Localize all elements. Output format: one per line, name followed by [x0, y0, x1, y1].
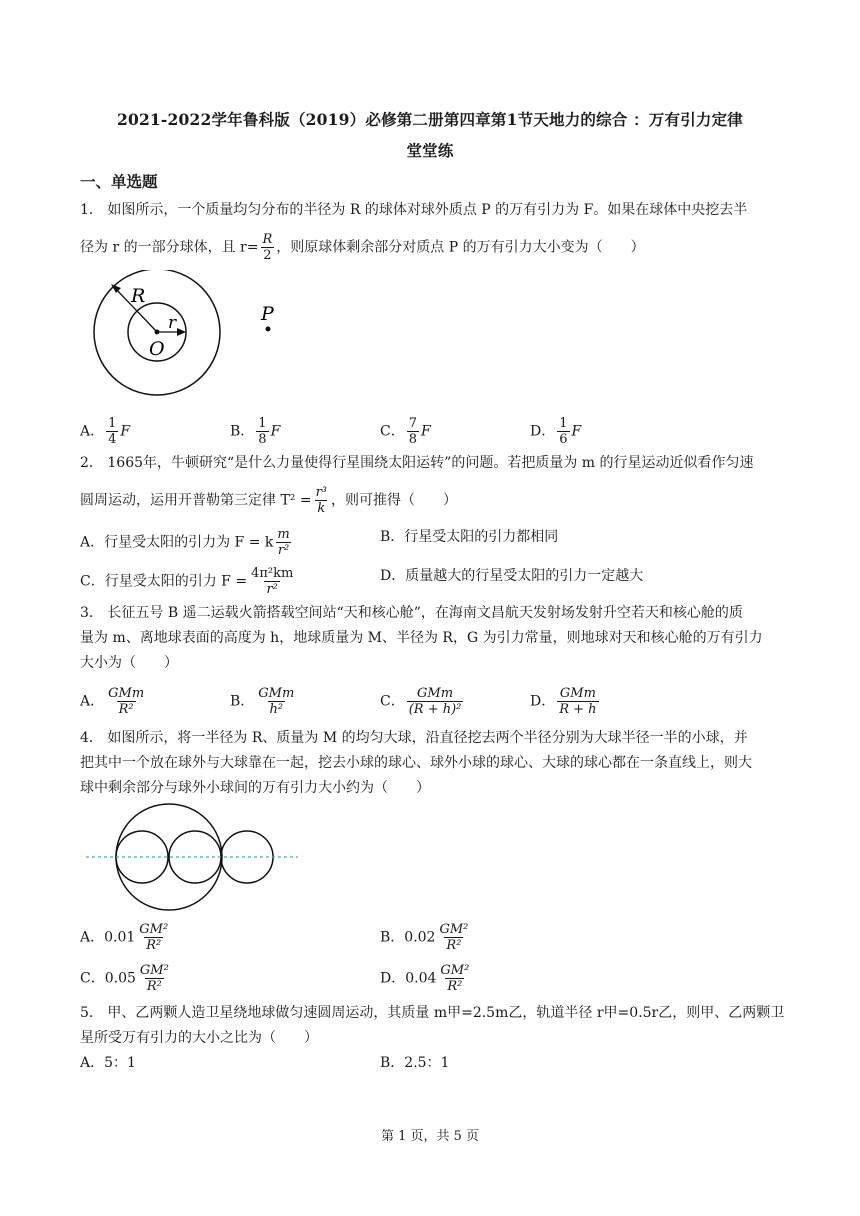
- question-2-line1: [80, 453, 780, 473]
- question-3-line3: 大小为（ ）: [80, 655, 178, 671]
- page-footer: 第 1 页，共 5 页: [380, 1129, 480, 1144]
- document-title-line2: 堂堂练: [406, 141, 454, 160]
- question-2-option-c[interactable]: C．行星受太阳的引力 F = $\frac{\text{4π²km}}{\text{r²}}$: [80, 566, 294, 597]
- question-2-option-d[interactable]: D．质量越大的行星受太阳的引力一定越大: [380, 568, 644, 584]
- radius-R-arrow: [111, 284, 121, 293]
- question-1-text-line2a: 径为 r 的一部分球体，且 r=: [80, 239, 259, 256]
- question-2-text-line1: 1665年，牛顿研究“是什么力量使得行星围绕太阳运转”的问题。若把质量为 m 的行星运动近似看作匀速: [107, 455, 754, 471]
- question-1-text-line1: 如图所示，一个质量均匀分布的半径为 R 的球体对球外质点 P 的万有引力为 F。如果在球体中央挖去半: [107, 202, 748, 218]
- question-2-option-a[interactable]: A．行星受太阳的引力为 F = k $\frac{m}{\text{r²}}$: [80, 527, 290, 558]
- section-heading: 一、单选题: [80, 173, 158, 191]
- question-1-figure: [85, 270, 305, 410]
- question-1-option-d[interactable]: D． $\frac{1}{6}$ F: [530, 416, 582, 447]
- label-r: r: [168, 313, 177, 333]
- question-5-option-b[interactable]: B．2.5：1: [380, 1055, 450, 1071]
- question-4-figure: [80, 800, 310, 915]
- question-2-option-b[interactable]: B．行星受太阳的引力都相同: [380, 529, 559, 545]
- question-2-line2: 圆周运动，运用开普勒第三定律 T² = $\frac{\text{r³}}{k}$ ，则可推得（ ）: [80, 485, 458, 516]
- label-R: R: [131, 285, 146, 307]
- question-1-line2: [80, 232, 780, 263]
- question-1-text-line2b: ，则原球体剩余部分对质点 P 的万有引力大小变为（ ）: [276, 239, 645, 256]
- question-4-line2: 把其中一个放在球外与大球靠在一起，挖去小球的球心、球外小球的球心、大球的球心都在一条直线上，则大: [80, 755, 752, 771]
- question-5-line2: 星所受万有引力的大小之比为（ ）: [80, 1030, 318, 1046]
- question-3-option-b[interactable]: B． $\frac{\text{GMm}}{\text{h²}}$: [230, 686, 295, 717]
- question-4-option-c[interactable]: C．0.05 $\frac{\text{GM²}}{\text{R²}}$: [80, 963, 169, 994]
- radius-r-arrow: [177, 328, 186, 336]
- point-P: [266, 327, 271, 332]
- question-3-option-c[interactable]: C． $\frac{\text{GMm}}{\text{(R + h)²}}$: [380, 686, 462, 717]
- question-5-option-a[interactable]: A．5：1: [80, 1055, 136, 1071]
- question-4-option-a[interactable]: A．0.01 $\frac{\text{GM²}}{\text{R²}}$: [80, 922, 169, 953]
- question-1-fraction: $\frac{R}{2}$: [262, 232, 273, 263]
- question-3-option-d[interactable]: D． $\frac{\text{GMm}}{R + h}$: [530, 686, 597, 717]
- question-3-number: 3．: [80, 605, 103, 621]
- question-1-option-a[interactable]: A． $\frac{1}{4}$ F: [80, 416, 131, 447]
- question-3-option-a[interactable]: A． $\frac{\text{GMm}}{\text{R²}}$: [80, 686, 145, 717]
- outside-small-sphere: [221, 831, 273, 883]
- question-5-line1: 5． 甲、乙两颗人造卫星绕地球做匀速圆周运动，其质量 m甲=2.5m乙，轨道半径 r甲=0.5r乙，则甲、乙两颗卫: [80, 1005, 785, 1021]
- question-4-line1: 4． 如图所示，将一半径为 R、质量为 M 的均匀大球，沿直径挖去两个半径分别为大球半径一半的小球，并: [80, 730, 748, 746]
- question-4-option-d[interactable]: D．0.04 $\frac{\text{GM²}}{\text{R²}}$: [380, 963, 470, 994]
- question-1-number: 1．: [80, 202, 103, 218]
- question-1-line1: [80, 200, 780, 220]
- question-3-line1: 3． 长征五号 B 遥二运载火箭搭载空间站“天和核心舱”，在海南文昌航天发射场发射升空若天和核心舱的质: [80, 605, 743, 621]
- question-3-line2: 量为 m、离地球表面的高度为 h，地球质量为 M、半径为 R，G 为引力常量，则地球对天和核心舱的万有引力: [80, 630, 763, 646]
- document-title-line1: 2021-2022学年鲁科版（2019）必修第二册第四章第1节天地力的综合 ：万有引力定律: [116, 110, 744, 129]
- label-O: O: [149, 338, 165, 360]
- question-4-number: 4．: [80, 730, 103, 746]
- label-P: P: [261, 303, 274, 325]
- question-2-number: 2．: [80, 455, 103, 471]
- question-1-option-b[interactable]: B． $\frac{1}{8}$ F: [230, 416, 281, 447]
- question-1-option-c[interactable]: C． $\frac{7}{8}$ F: [380, 416, 431, 447]
- question-2-fraction: $\frac{\text{r³}}{k}$: [315, 485, 328, 516]
- question-5-number: 5．: [80, 1005, 103, 1021]
- question-4-option-b[interactable]: B．0.02 $\frac{\text{GM²}}{\text{R²}}$: [380, 922, 469, 953]
- question-4-line3: 球中剩余部分与球外小球间的万有引力大小约为（ ）: [80, 780, 430, 796]
